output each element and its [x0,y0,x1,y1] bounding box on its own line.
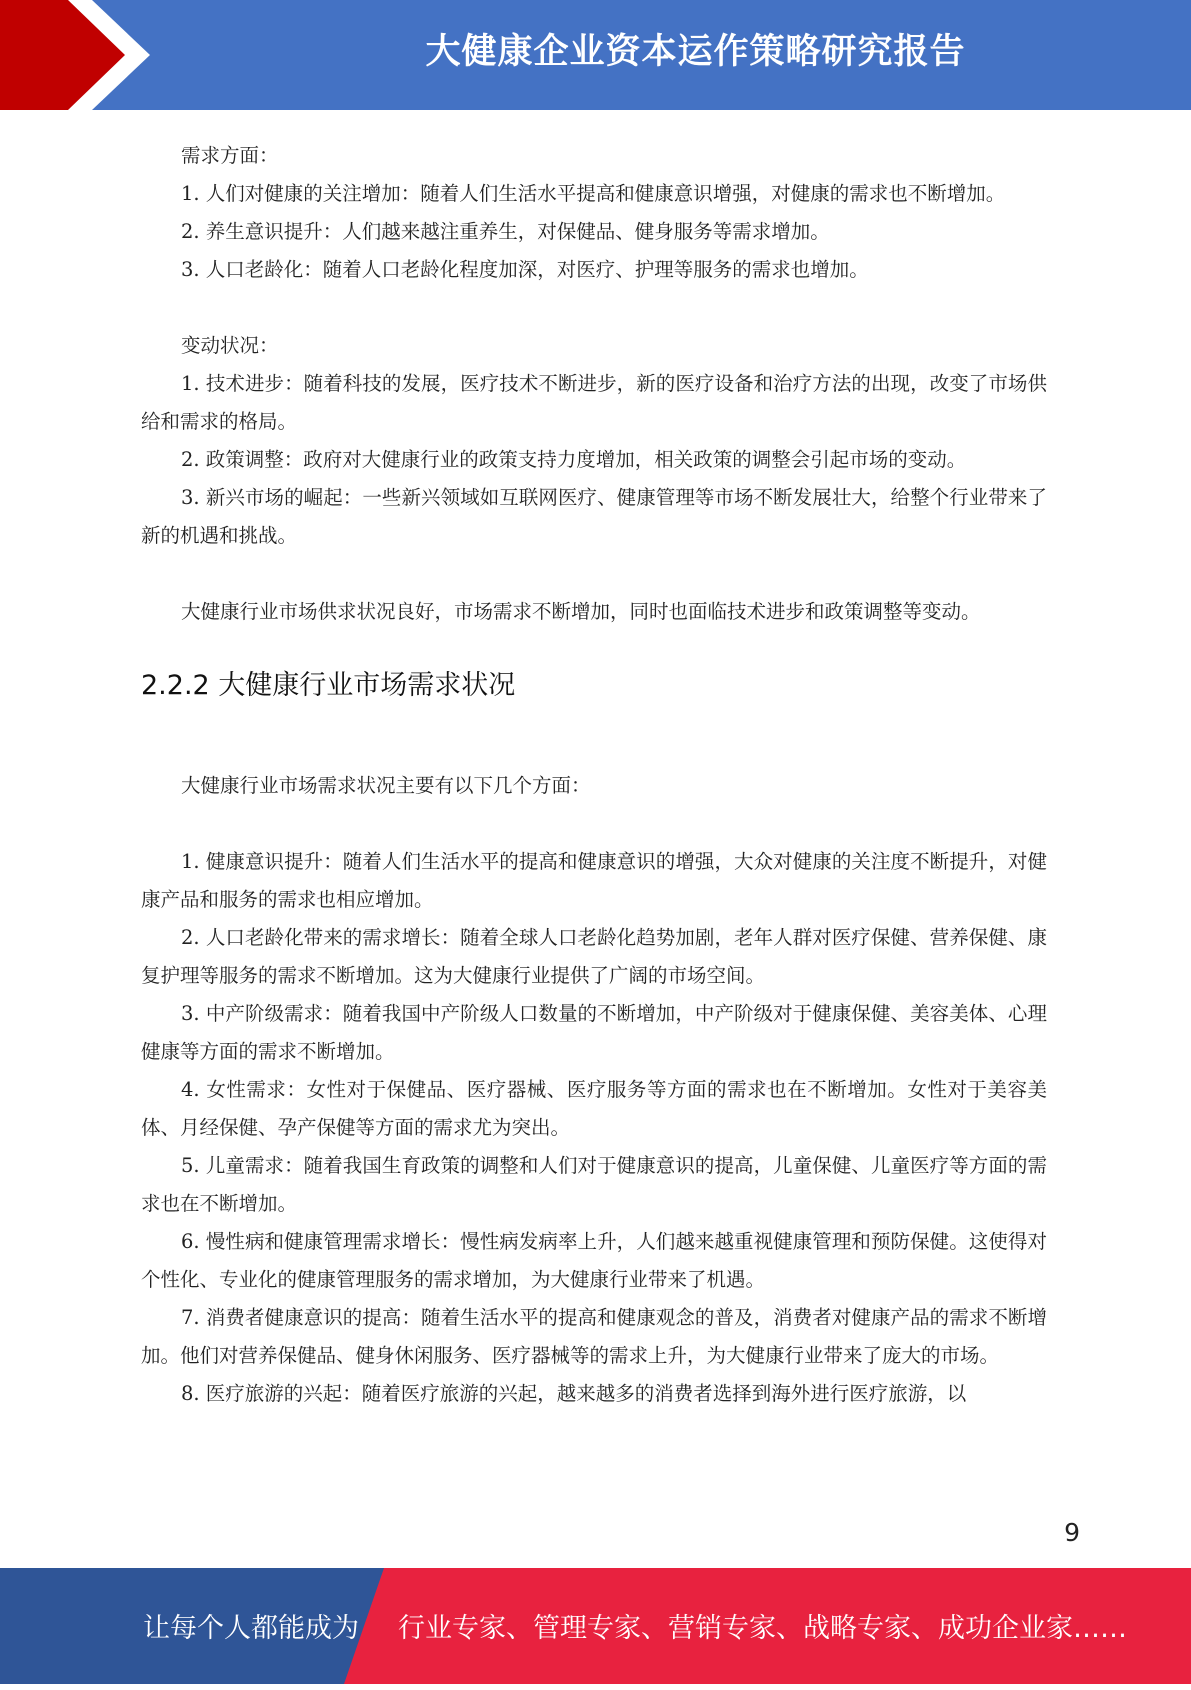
section-item: 6. 慢性病和健康管理需求增长：慢性病发病率上升，人们越来越重视健康管理和预防保健。这使得对个性化、专业化的健康管理服务的需求增加，为大健康行业带来了机遇。 [141,1230,1047,1291]
page-body [141,137,1047,1413]
header-arrow-decoration [0,0,220,110]
change-item: 3. 新兴市场的崛起：一些新兴领域如互联网医疗、健康管理等市场不断发展壮大，给整个行业带来了新的机遇和挑战。 [141,486,1047,547]
document-title: 大健康企业资本运作策略研究报告 [425,32,966,72]
demand-item: 1. 人们对健康的关注增加：随着人们生活水平提高和健康意识增强，对健康的需求也不断增加。 [181,182,1006,205]
change-item: 2. 政策调整：政府对大健康行业的政策支持力度增加，相关政策的调整会引起市场的变动。 [181,448,967,471]
section-item: 4. 女性需求：女性对于保健品、医疗器械、医疗服务等方面的需求也在不断增加。女性对于美容美体、月经保健、孕产保健等方面的需求尤为突出。 [141,1078,1047,1139]
section-item: 2. 人口老龄化带来的需求增长：随着全球人口老龄化趋势加剧，老年人群对医疗保健、营养保健、康复护理等服务的需求不断增加。这为大健康行业提供了广阔的市场空间。 [141,926,1047,987]
section-item: 5. 儿童需求：随着我国生育政策的调整和人们对于健康意识的提高，儿童保健、儿童医疗等方面的需求也在不断增加。 [141,1154,1047,1215]
change-item: 1. 技术进步：随着科技的发展，医疗技术不断进步，新的医疗设备和治疗方法的出现，改变了市场供给和需求的格局。 [141,372,1047,433]
demand-item: 2. 养生意识提升：人们越来越注重养生，对保健品、健身服务等需求增加。 [181,220,830,243]
page-number: 9 [1064,1518,1080,1547]
section-item: 7. 消费者健康意识的提高：随着生活水平的提高和健康观念的普及，消费者对健康产品的需求不断增加。他们对营养保健品、健身休闲服务、医疗器械等的需求上升，为大健康行业带来了庞大的市场。 [141,1306,1047,1367]
summary-paragraph: 大健康行业市场供求状况良好，市场需求不断增加，同时也面临技术进步和政策调整等变动。 [181,600,981,623]
section-item: 3. 中产阶级需求：随着我国中产阶级人口数量的不断增加，中产阶级对于健康保健、美容美体、心理健康等方面的需求不断增加。 [141,1002,1047,1063]
demand-item: 3. 人口老龄化：随着人口老龄化程度加深，对医疗、护理等服务的需求也增加。 [181,258,869,281]
section-item: 8. 医疗旅游的兴起：随着医疗旅游的兴起，越来越多的消费者选择到海外进行医疗旅游，以 [181,1382,967,1405]
section-heading: 2.2.2 大健康行业市场需求状况 [141,670,516,701]
header-bar [0,0,1191,110]
demand-label: 需求方面： [181,144,279,167]
section-item: 1. 健康意识提升：随着人们生活水平的提高和健康意识的增强，大众对健康的关注度不断提升，对健康产品和服务的需求也相应增加。 [141,850,1047,911]
section-intro: 大健康行业市场需求状况主要有以下几个方面： [181,774,591,797]
change-label: 变动状况： [181,334,279,357]
footer-slogan-right: 行业专家、管理专家、营销专家、战略专家、成功企业家…… [398,1613,1127,1644]
footer-banner [0,1568,1191,1684]
footer-slogan-left: 让每个人都能成为 [143,1613,359,1644]
